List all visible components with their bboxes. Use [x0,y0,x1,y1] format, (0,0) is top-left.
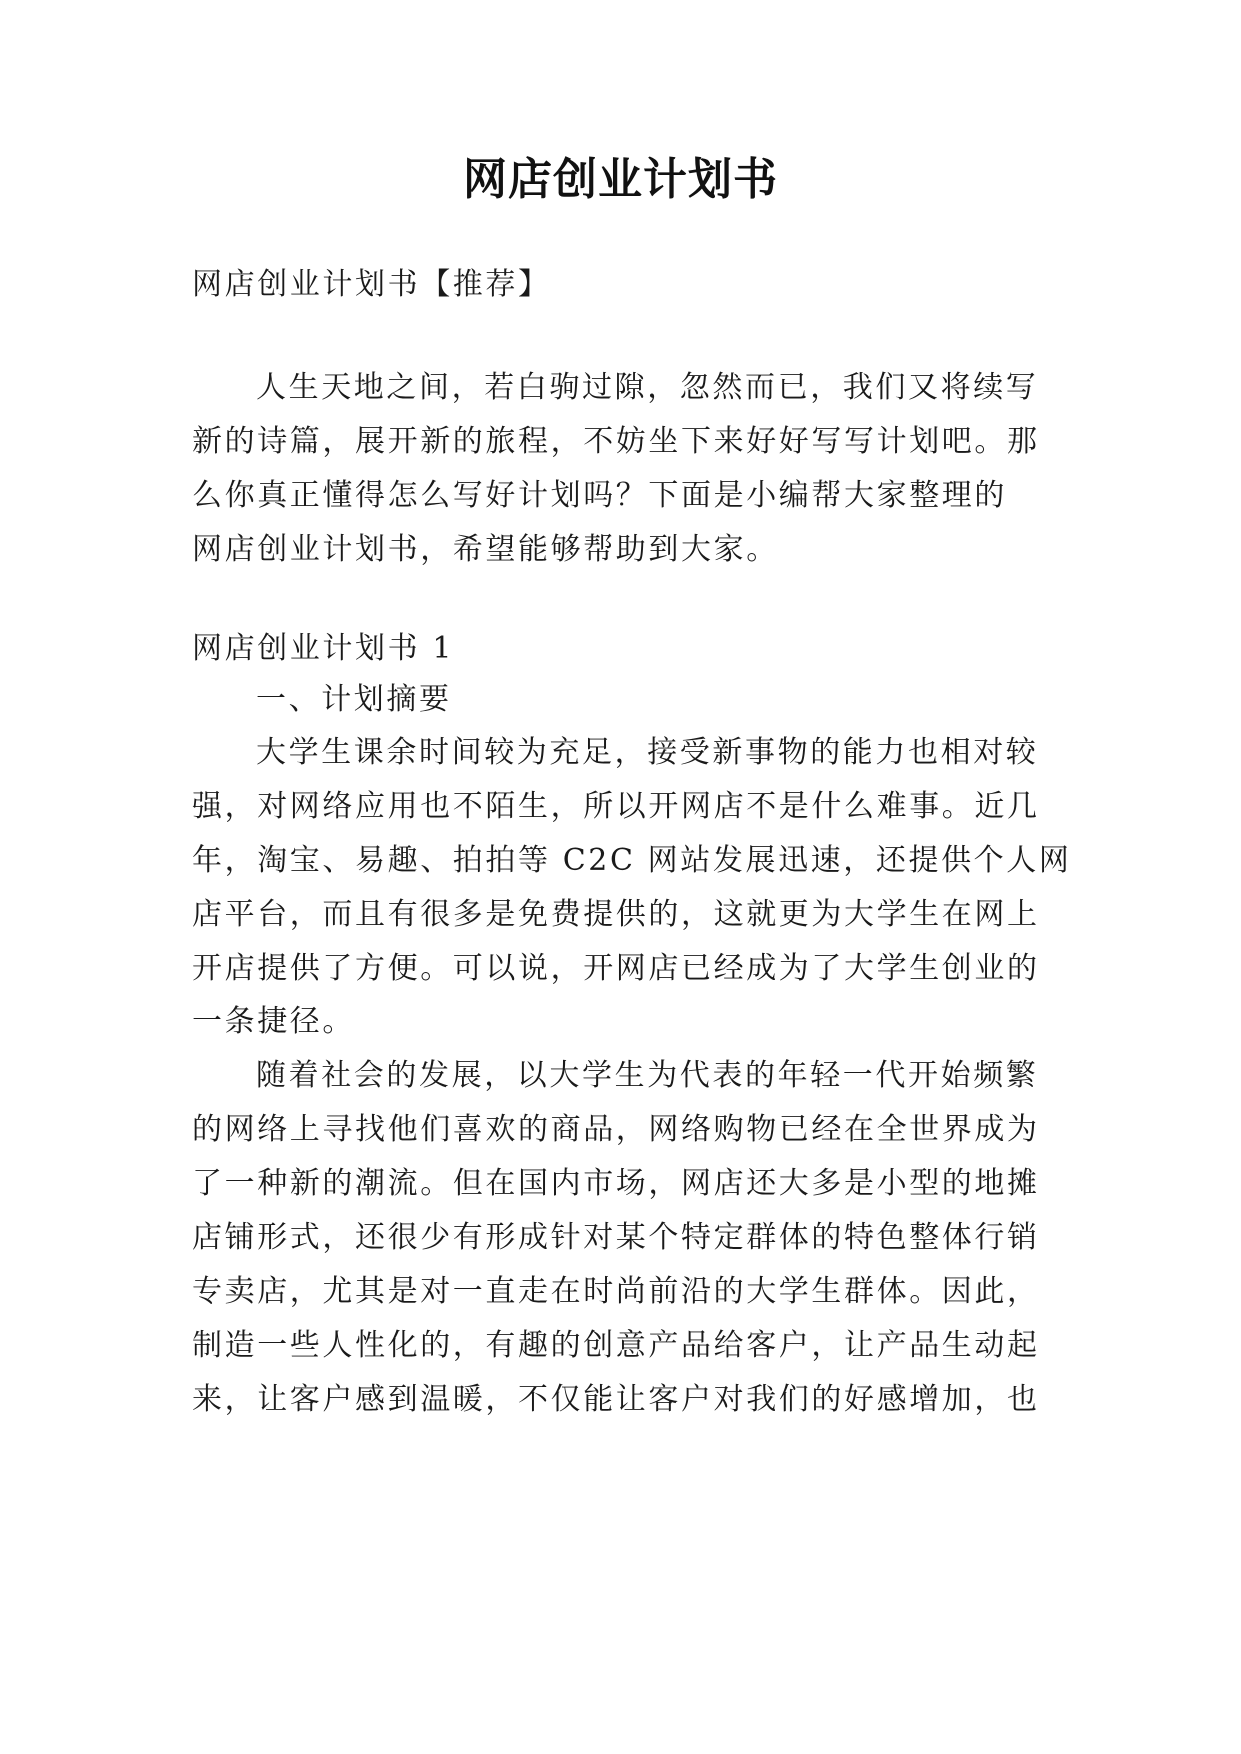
paragraph2-line-4: 店铺形式，还很少有形成针对某个特定群体的特色整体行销 [192,1220,1040,1255]
paragraph1-line-6: 一条捷径。 [192,1004,355,1039]
intro-line-3: 么你真正懂得怎么写好计划吗？下面是小编帮大家整理的 [192,478,1007,513]
paragraph1-line-1: 大学生课余时间较为充足，接受新事物的能力也相对较 [256,735,1039,770]
intro-line-1: 人生天地之间，若白驹过隙，忽然而已，我们又将续写 [256,370,1039,405]
paragraph2-line-6: 制造一些人性化的，有趣的创意产品给客户，让产品生动起 [192,1328,1040,1363]
paragraph2-line-3: 了一种新的潮流。但在国内市场，网店还大多是小型的地摊 [192,1166,1040,1201]
paragraph2-line-1: 随着社会的发展，以大学生为代表的年轻一代开始频繁 [256,1058,1039,1093]
paragraph1-line-3: 年，淘宝、易趣、拍拍等 C2C 网站发展迅速，还提供个人网 [192,843,1072,878]
paragraph1-line-2: 强，对网络应用也不陌生，所以开网店不是什么难事。近几 [192,789,1040,824]
intro-line-2: 新的诗篇，展开新的旅程，不妨坐下来好好写写计划吧。那 [192,424,1040,459]
document-subtitle: 网店创业计划书【推荐】 [192,267,551,302]
paragraph1-line-4: 店平台，而且有很多是免费提供的，这就更为大学生在网上 [192,897,1040,932]
paragraph1-line-5: 开店提供了方便。可以说，开网店已经成为了大学生创业的 [192,951,1040,986]
paragraph2-line-5: 专卖店，尤其是对一直走在时尚前沿的大学生群体。因此， [192,1274,1040,1309]
document-title: 网店创业计划书 [463,154,778,205]
intro-line-4: 网店创业计划书，希望能够帮助到大家。 [192,532,779,567]
section-heading: 网店创业计划书 1 [192,631,455,666]
paragraph2-line-2: 的网络上寻找他们喜欢的商品，网络购物已经在全世界成为 [192,1112,1040,1147]
subsection-heading: 一、计划摘要 [256,682,452,717]
paragraph2-line-7: 来，让客户感到温暖，不仅能让客户对我们的好感增加，也 [192,1382,1040,1417]
